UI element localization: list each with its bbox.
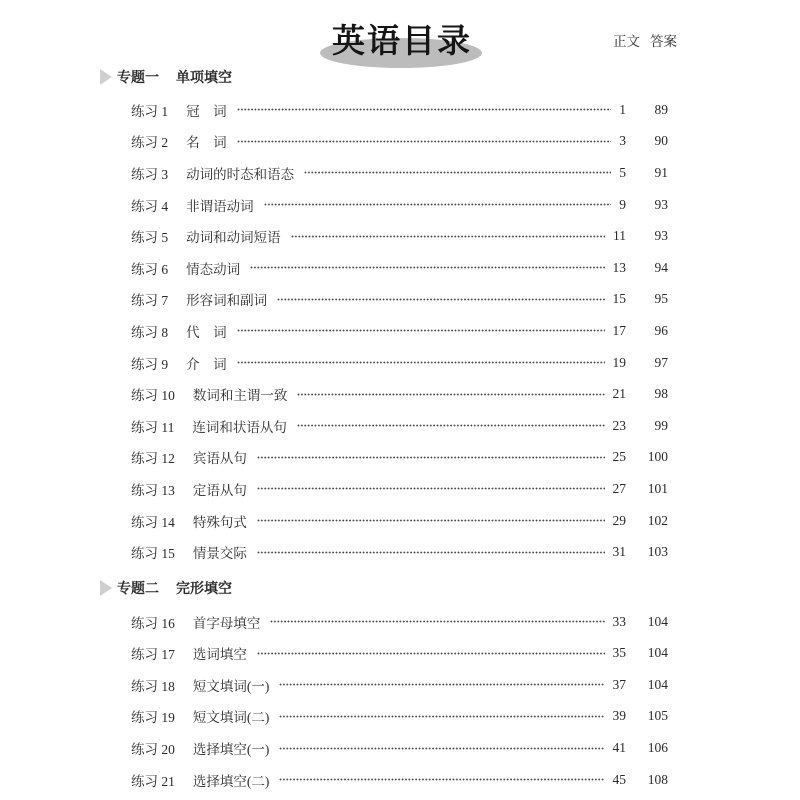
answer-page-number: 102 — [647, 512, 668, 528]
answer-page-number: 93 — [654, 196, 668, 212]
toc-row — [131, 126, 668, 158]
toc-row — [131, 638, 668, 670]
exercise-number: 练习 14 — [131, 514, 175, 530]
dot-leader — [237, 140, 612, 143]
section-marker-icon — [100, 69, 112, 85]
text-page-number: 39 — [612, 708, 626, 724]
answer-page-number: 104 — [647, 613, 668, 629]
toc-section — [0, 59, 800, 568]
exercise-number: 练习 4 — [131, 198, 169, 214]
section-label: 专题一 — [117, 70, 159, 86]
exercise-number: 练习 12 — [131, 451, 175, 467]
answer-page-number: 99 — [654, 417, 668, 433]
toc-row — [131, 347, 668, 379]
exercise-title: 连词和状语从句 — [192, 419, 287, 435]
answer-page-number: 95 — [654, 291, 668, 307]
dot-leader — [291, 235, 605, 238]
text-page-number: 15 — [612, 291, 626, 307]
dot-leader — [237, 361, 605, 364]
exercise-title: 非谓语动词 — [186, 198, 254, 214]
dot-leader — [304, 171, 611, 174]
answer-page-number: 106 — [647, 740, 668, 756]
dot-leader — [250, 266, 604, 269]
text-page-number: 23 — [612, 417, 626, 433]
exercise-number: 练习 13 — [131, 482, 175, 498]
toc-section — [0, 571, 800, 796]
exercise-number: 练习 10 — [131, 388, 175, 404]
exercise-number: 练习 19 — [131, 710, 175, 726]
exercise-title: 选择填空(二) — [192, 773, 270, 789]
answer-page-number: 97 — [654, 354, 668, 370]
toc-row — [131, 284, 668, 316]
exercise-number: 练习 16 — [131, 615, 175, 631]
answer-page-number: 91 — [654, 164, 668, 180]
dot-leader — [264, 203, 612, 206]
exercise-number: 练习 2 — [131, 135, 169, 151]
exercise-title: 情态动词 — [186, 261, 241, 277]
text-page-number: 21 — [612, 386, 626, 402]
toc-row — [131, 378, 668, 410]
answer-page-number: 94 — [654, 259, 668, 275]
exercise-title: 定语从句 — [192, 482, 247, 498]
text-page-number: 33 — [612, 613, 626, 629]
exercise-number: 练习 6 — [131, 261, 169, 277]
text-page-number: 29 — [612, 512, 626, 528]
dot-leader — [257, 487, 605, 490]
dot-leader — [297, 424, 605, 427]
answer-page-number: 103 — [647, 544, 668, 560]
dot-leader — [279, 747, 604, 750]
dot-leader — [279, 683, 604, 686]
answer-page-number: 101 — [647, 480, 668, 496]
dot-leader — [257, 519, 605, 522]
toc-row — [131, 94, 668, 126]
dot-leader — [237, 108, 612, 111]
page-title: 英语目录 — [332, 24, 472, 60]
exercise-title: 动词和动词短语 — [186, 230, 281, 246]
text-page-number: 37 — [612, 676, 626, 692]
text-page-number: 9 — [619, 196, 626, 212]
dot-leader — [257, 551, 605, 554]
toc-list — [0, 59, 800, 795]
toc-row — [131, 764, 668, 796]
answer-page-number: 105 — [647, 708, 668, 724]
exercise-title: 情景交际 — [192, 546, 247, 562]
dot-leader — [277, 298, 604, 301]
section-header — [0, 59, 800, 94]
text-page-number: 45 — [612, 771, 626, 787]
text-page-number: 11 — [613, 228, 626, 244]
toc-row — [131, 157, 668, 189]
exercise-number: 练习 15 — [131, 546, 175, 562]
exercise-title: 选词填空 — [192, 647, 247, 663]
answer-page-number: 104 — [647, 645, 668, 661]
exercise-number: 练习 9 — [131, 356, 169, 372]
toc-row — [131, 606, 668, 638]
exercise-title: 名 词 — [186, 135, 227, 151]
toc-row — [131, 410, 668, 442]
exercise-number: 练习 21 — [131, 773, 175, 789]
text-page-number: 19 — [612, 354, 626, 370]
exercise-number: 练习 7 — [131, 293, 169, 309]
toc-row — [131, 701, 668, 733]
exercise-number: 练习 20 — [131, 742, 175, 758]
text-page-number: 5 — [619, 164, 626, 180]
toc-row — [131, 732, 668, 764]
dot-leader — [279, 778, 604, 781]
exercise-title: 冠 词 — [186, 103, 227, 119]
dot-leader — [270, 620, 604, 623]
exercise-title: 首字母填空 — [192, 615, 261, 631]
text-page-number: 1 — [619, 101, 626, 117]
answer-page-number: 89 — [654, 101, 668, 117]
exercise-title: 数词和主谓一致 — [192, 388, 288, 404]
exercise-number: 练习 11 — [131, 419, 175, 435]
answer-page-number: 104 — [647, 676, 668, 692]
section-marker-icon — [100, 580, 112, 596]
exercise-number: 练习 18 — [131, 678, 175, 694]
exercise-title: 介 词 — [186, 356, 227, 372]
dot-leader — [279, 715, 604, 718]
exercise-number: 练习 3 — [131, 166, 169, 182]
exercise-title: 代 词 — [186, 324, 227, 340]
column-header-answers: 答案 — [650, 34, 677, 49]
section-label: 专题二 — [117, 582, 159, 598]
text-page-number: 41 — [612, 740, 626, 756]
toc-row — [131, 252, 668, 284]
exercise-title: 形容词和副词 — [186, 293, 268, 309]
exercise-title: 动词的时态和语态 — [186, 166, 295, 182]
toc-row — [131, 505, 668, 537]
section-header — [0, 571, 800, 606]
section-title: 完形填空 — [176, 582, 232, 598]
exercise-title: 特殊句式 — [192, 514, 247, 530]
text-page-number: 13 — [612, 259, 626, 275]
toc-row — [131, 669, 668, 701]
exercise-title: 短文填词(二) — [192, 710, 270, 726]
text-page-number: 27 — [612, 480, 626, 496]
answer-page-number: 93 — [654, 228, 668, 244]
toc-row — [131, 442, 668, 474]
text-page-number: 3 — [619, 133, 626, 149]
answer-page-number: 90 — [654, 133, 668, 149]
answer-page-number: 108 — [647, 771, 668, 787]
exercise-title: 短文填词(一) — [192, 678, 270, 694]
exercise-number: 练习 5 — [131, 230, 169, 246]
toc-row — [131, 473, 668, 505]
text-page-number: 31 — [612, 544, 626, 560]
toc-row — [131, 220, 668, 252]
dot-leader — [237, 329, 605, 332]
text-page-number: 17 — [612, 322, 626, 338]
text-page-number: 25 — [612, 449, 626, 465]
toc-row — [131, 536, 668, 568]
exercise-title: 宾语从句 — [192, 451, 247, 467]
dot-leader — [257, 652, 605, 655]
column-header-main-text: 正文 — [613, 34, 640, 49]
section-title: 单项填空 — [176, 70, 232, 86]
dot-leader — [297, 393, 604, 396]
toc-row — [131, 189, 668, 221]
dot-leader — [257, 456, 605, 459]
exercise-number: 练习 8 — [131, 324, 169, 340]
exercise-number: 练习 17 — [131, 647, 175, 663]
exercise-title: 选择填空(一) — [192, 742, 270, 758]
text-page-number: 35 — [612, 645, 626, 661]
exercise-number: 练习 1 — [131, 103, 169, 119]
answer-page-number: 100 — [647, 449, 668, 465]
answer-page-number: 98 — [654, 386, 668, 402]
toc-row — [131, 315, 668, 347]
answer-page-number: 96 — [654, 322, 668, 338]
